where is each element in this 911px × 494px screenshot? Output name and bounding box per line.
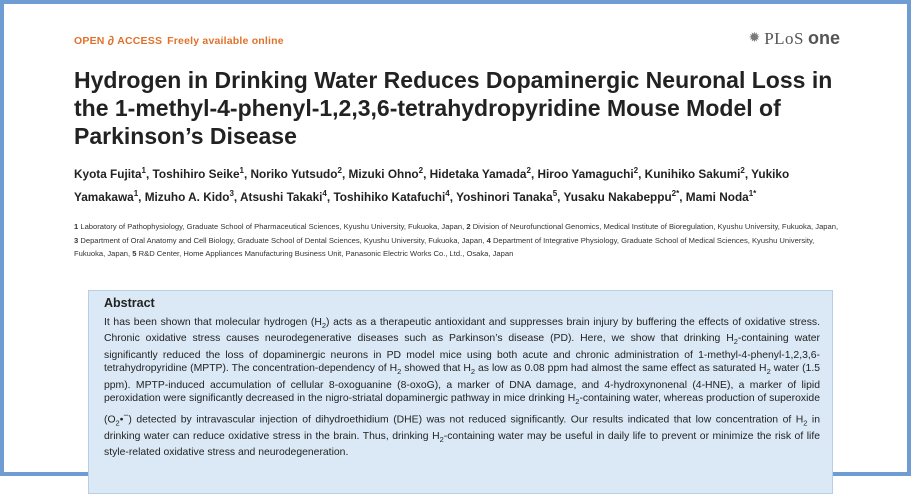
author[interactable]: Kyota Fujita$^1$ (74, 166, 146, 181)
author[interactable]: Mami Noda$^{1*}$ (685, 188, 757, 204)
author[interactable]: Hiroo Yamaguchi$^2$ (537, 166, 639, 181)
journal-logo[interactable] (748, 28, 840, 49)
article-title: Hydrogen in Drinking Water Reduces Dopaminergic Neuronal Loss in the 1-methyl-4-phenyl-1,2,3,6-tetrahydropyridine Mouse Model of Parkinson’s Disease (74, 67, 833, 149)
author[interactable]: Yukiko Yamakawa$^1$ (74, 166, 790, 204)
abstract-heading: Abstract (104, 296, 155, 310)
author[interactable]: Noriko Yutsudo$^2$ (250, 166, 342, 181)
journal-header (74, 28, 840, 54)
open-label: OPEN (74, 35, 105, 47)
open-access-banner[interactable] (74, 35, 284, 47)
author[interactable]: Hidetaka Yamada$^2$ (429, 166, 531, 181)
author-list: Kyota Fujita$^1$, Toshihiro Seike$^1$, Noriko Yutsudo$^2$, Mizuki Ohno$^2$, Hidetaka Yamada$^2$, Hiroo Yamaguchi$^2$, Kunihiko Sakumi$^2$, Yukiko Yamakawa$^1$, Mizuho A. Kido$^3$, Atsushi Takaki$^4$, Toshihiko Katafuchi$^4$, Yoshinori Tanaka$^5$, Yusaku Nakabeppu$^{2*}$, Mami Noda$^{1*}$ (74, 166, 790, 204)
journal-brand-one: one (807, 28, 840, 48)
author[interactable]: Yusaku Nakabeppu$^{2*}$ (563, 188, 680, 204)
abstract-box (88, 290, 833, 494)
access-label: ACCESS (117, 35, 163, 47)
author[interactable]: Atsushi Takaki$^4$ (240, 188, 327, 204)
author[interactable]: Toshihiro Seike$^1$ (152, 166, 244, 181)
article-page (60, 18, 850, 476)
author[interactable]: Yoshinori Tanaka$^5$ (456, 188, 558, 204)
plos-logo-icon: ✹ (748, 31, 761, 46)
author[interactable]: Toshihiko Katafuchi$^4$ (333, 188, 450, 204)
abstract-text: It has been shown that molecular hydrogen $(H_2)$ acts as a therapeutic antioxidant and suppresses brain injury by buffering the effects of oxidative stress. Chronic oxidative stress causes neurodegenerative diseases such as Parkinson’s disease (PD). Here, we show that drinking $H_2$-containing water significantly reduced the loss of dopaminergic neurons in PD model mice using both acute and chronic administration of 1-methyl-4-phenyl-1,2,3,6-tetrahydropyridine (MPTP). The concentration-dependency of $H_2$ showed that $H_2$ as low as 0.08 ppm had almost the same effect as saturated $H_2$ water (1.5 ppm). MPTP-induced accumulation of cellular 8-oxoguanine (8-oxoG), a marker of DNA damage, and 4-hydroxynonenal (4-HNE), a marker of lipid peroxidation were significantly decreased in the nigro-striatal dopaminergic pathway in mice drinking $H_2$-containing water, whereas production of superoxide $(O_2•^-)$ detected by intravascular injection of dihydroethidium (DHE) was not reduced significantly. Our results indicated that low concentration of $H_2$ in drinking water can reduce oxidative stress in the brain. Thus, drinking $H_2$-containing water may be useful in daily life to prevent or minimize the risk of life style-related oxidative stress and neurodegeneration. (104, 317, 821, 459)
author[interactable]: Mizuki Ohno$^2$ (348, 166, 424, 181)
affiliations: 1 Laboratory of Pathophysiology, Graduate School of Pharmaceutical Sciences, Kyushu University, Fukuoka, Japan, 2 Division of Neurofunctional Genomics, Medical Institute of Bioregulation, Kyushu University, Fukuoka, Japan, 3 Department of Oral Anatomy and Cell Biology, Graduate School of Dental Sciences, Kyushu University, Fukuoka, Japan, 4 Department of Integrative Physiology, Graduate School of Medical Sciences, Kyushu University, Fukuoka, Japan, 5 R&D Center, Home Appliances Manufacturing Business Unit, Panasonic Electric Works Co., Ltd., Osaka, Japan (74, 222, 839, 259)
open-access-lock-icon: ∂ (107, 33, 115, 48)
journal-brand: PLoS (764, 28, 804, 48)
author[interactable]: Mizuho A. Kido$^3$ (144, 188, 234, 204)
author[interactable]: Kunihiko Sakumi$^2$ (644, 166, 745, 181)
freely-available-label: Freely available online (167, 35, 284, 47)
